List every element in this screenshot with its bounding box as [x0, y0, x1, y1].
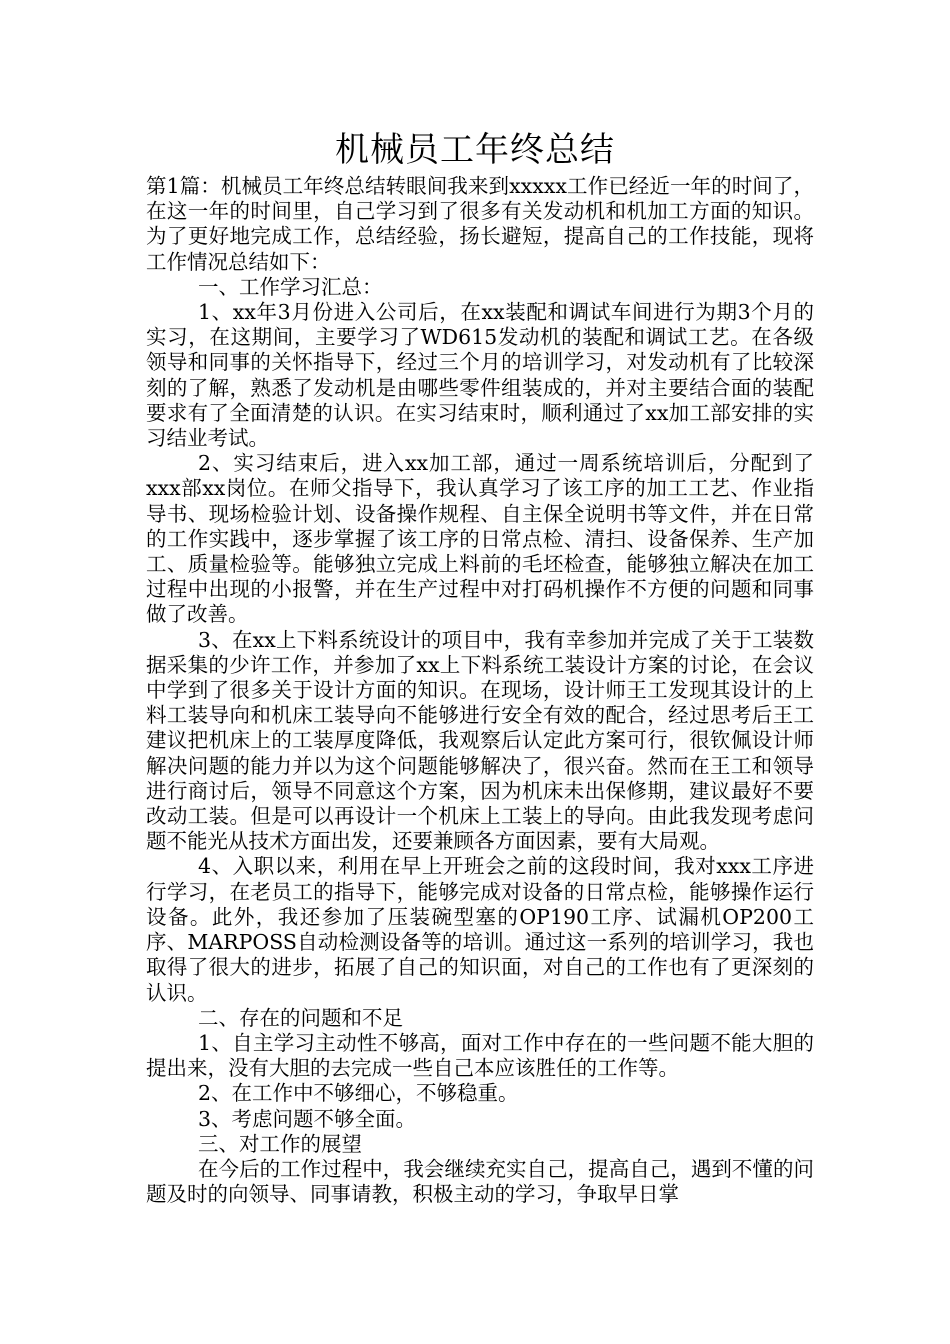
document-title: 机械员工年终总结 — [335, 130, 615, 170]
section-heading-outlook: 三、对工作的展望 — [198, 1131, 362, 1156]
work-item-1: 1、xx年3月份进入公司后，在xx装配和调试车间进行为期3个月的实习，在这期间，主要学习了WD615发动机的装配和调试工艺。在各级领导和同事的关怀指导下，经过三个月的培训学习，对发动机有了比较深刻的了解，熟悉了发动机是由哪些零件组装成的，并对主要结合面的装配要求有了全面清楚的认识。在实习结束时，顺利通过了xx加工部安排的实习结业考试。 — [146, 300, 814, 451]
document-body — [146, 174, 814, 1207]
problem-item-2: 2、在工作中不够细心，不够稳重。 — [198, 1081, 519, 1106]
intro-paragraph: 第1篇：机械员工年终总结转眼间我来到xxxxx工作已经近一年的时间了，在这一年的时间里，自己学习到了很多有关发动机和机加工方面的知识。为了更好地完成工作，总结经验，扬长避短，提高自己的工作技能，现将工作情况总结如下： — [146, 174, 814, 274]
problem-item-3: 3、考虑问题不够全面。 — [198, 1106, 417, 1131]
work-item-4: 4、入职以来，利用在早上开班会之前的这段时间，我对xxx工序进行学习，在老员工的指导下，能够完成对设备的日常点检，能够操作运行设备。此外，我还参加了压装碗型塞的OP190工序、试漏机OP200工序、MARPOSS自动检测设备等的培训。通过这一系列的培训学习，我也取得了很大的进步，拓展了自己的知识面，对自己的工作也有了更深刻的认识。 — [146, 854, 814, 1005]
work-item-3: 3、在xx上下料系统设计的项目中，我有幸参加并完成了关于工装数据采集的少许工作，并参加了xx上下料系统工装设计方案的讨论，在会议中学到了很多关于设计方面的知识。在现场，设计师王工发现其设计的上料工装导向和机床工装导向不能够进行安全有效的配合，经过思考后王工建议把机床上的工装厚度降低，我观察后认定此方案可行，很钦佩设计师解决问题的能力并以为这个问题能够解决了，很兴奋。然而在王工和领导进行商讨后，领导不同意这个方案，因为机床未出保修期，建议最好不要改动工装。但是可以再设计一个机床上工装上的导向。由此我发现考虑问题不能光从技术方面出发，还要兼顾各方面因素，要有大局观。 — [146, 627, 814, 854]
outlook-paragraph: 在今后的工作过程中，我会继续充实自己，提高自己，遇到不懂的问题及时的向领导、同事请教，积极主动的学习，争取早日掌 — [146, 1156, 814, 1207]
section-heading-work-summary: 一、工作学习汇总： — [198, 274, 383, 299]
work-item-2: 2、实习结束后，进入xx加工部，通过一周系统培训后，分配到了xxx部xx岗位。在师父指导下，我认真学习了该工序的加工工艺、作业指导书、现场检验计划、设备操作规程、自主保全说明书等文件，并在日常的工作实践中，逐步掌握了该工序的日常点检、清扫、设备保养、生产加工、质量检验等。能够独立完成上料前的毛坯检查，能够独立解决在加工过程中出现的小报警，并在生产过程中对打码机操作不方便的问题和同事做了改善。 — [146, 451, 814, 627]
section-heading-problems: 二、存在的问题和不足 — [198, 1005, 403, 1030]
problem-item-1: 1、自主学习主动性不够高，面对工作中存在的一些问题不能大胆的提出来，没有大胆的去完成一些自己本应该胜任的工作等。 — [146, 1030, 814, 1081]
